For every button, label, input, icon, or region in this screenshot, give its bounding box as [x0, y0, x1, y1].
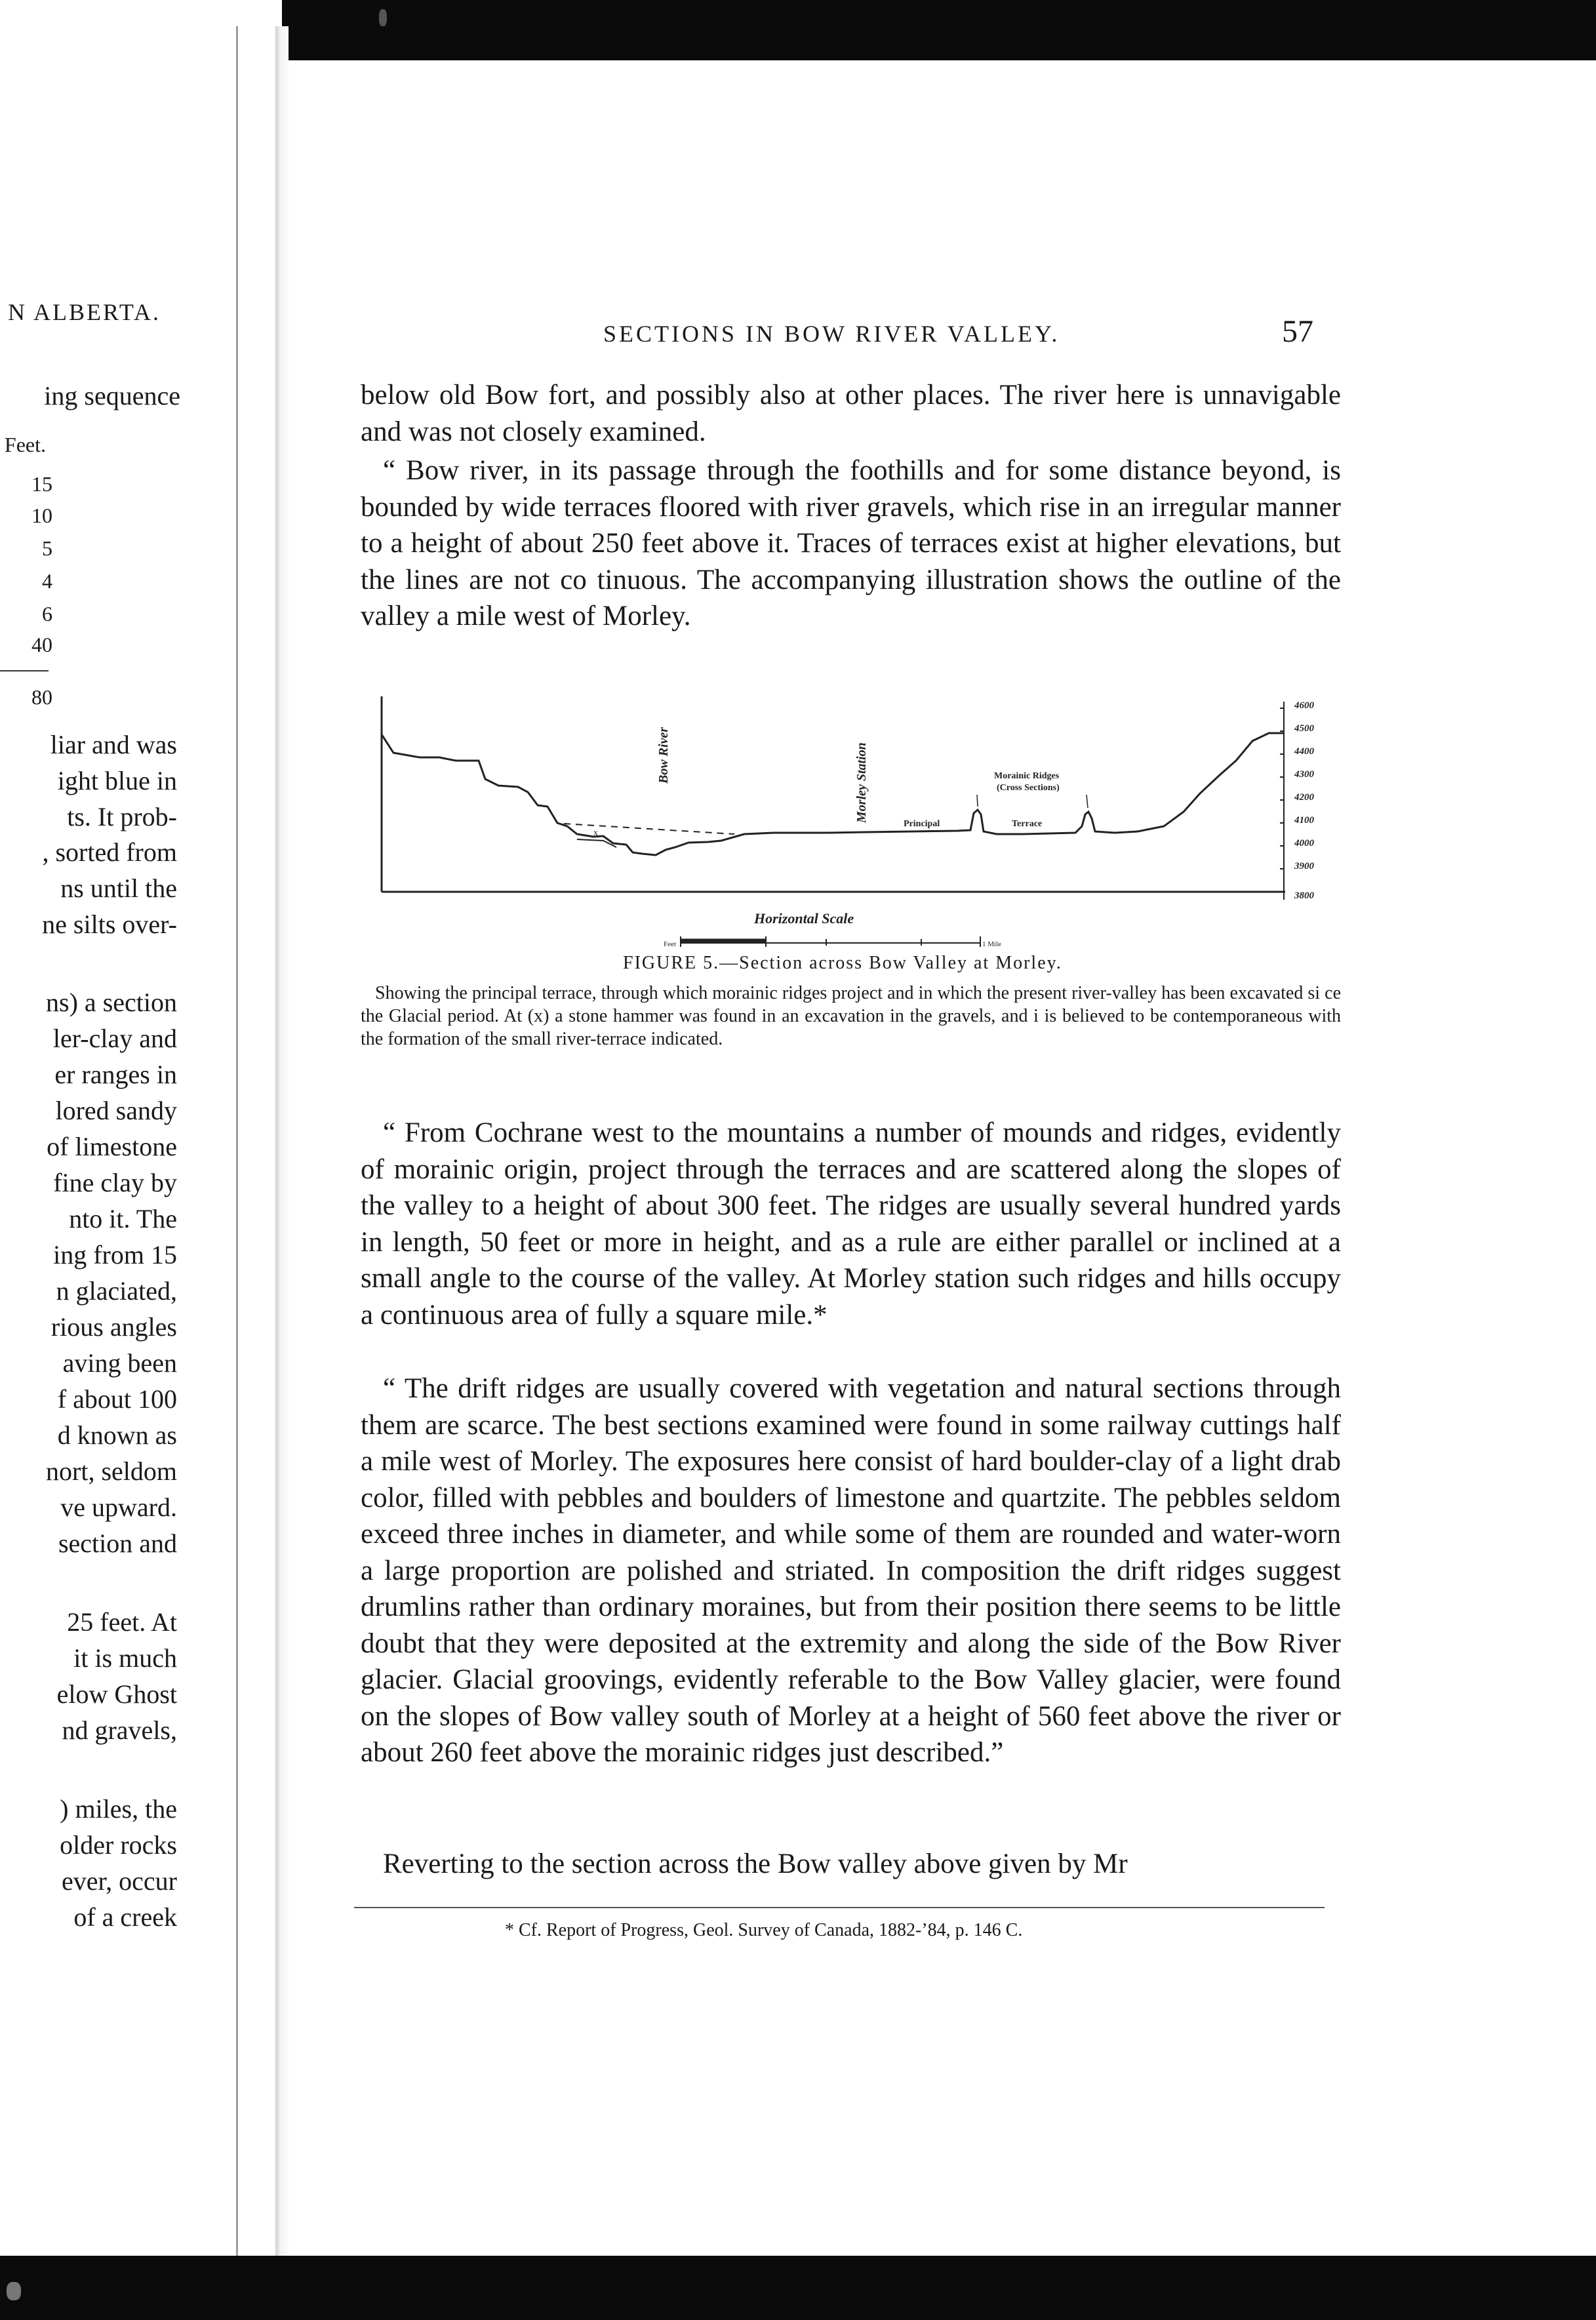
principal-label: Principal — [904, 819, 940, 829]
scale-bar — [681, 936, 980, 947]
scale-title: Horizontal Scale — [754, 910, 854, 927]
elevation-label: 4200 — [1294, 792, 1314, 803]
scale-mile-label: 1 Mile — [982, 940, 1002, 948]
cross-sections-label: (Cross Sections) — [997, 783, 1060, 793]
left-line: ns) a section — [46, 988, 177, 1017]
elevation-label: 4300 — [1294, 769, 1314, 780]
left-line: it is much — [73, 1643, 177, 1673]
valley-profile — [382, 733, 1284, 855]
left-line: d known as — [57, 1420, 177, 1450]
left-line: liar and was — [50, 730, 177, 759]
left-line: section and — [58, 1529, 177, 1558]
left-page-fragment — [0, 26, 275, 2256]
footnote: * Cf. Report of Progress, Geol. Survey of Canada, 1882-’84, p. 146 C. — [505, 1920, 1023, 1940]
elevation-label: 4400 — [1294, 746, 1314, 757]
left-line: ) miles, the — [60, 1794, 177, 1824]
feet-value: 4 — [42, 569, 52, 593]
paragraph-5: Reverting to the section across the Bow valley above given by Mr — [383, 1849, 1128, 1879]
left-line: nd gravels, — [62, 1715, 177, 1745]
left-line: , sorted from — [42, 837, 177, 867]
feet-total: 80 — [31, 685, 52, 709]
feet-value: 15 — [31, 472, 52, 496]
bow-river-label: Bow River — [656, 727, 671, 784]
left-line: nto it. The — [69, 1204, 177, 1233]
left-line: f about 100 — [57, 1384, 177, 1414]
elevation-label: 3900 — [1294, 861, 1314, 871]
left-line: ve upward. — [60, 1492, 177, 1522]
left-line: 25 feet. At — [67, 1607, 177, 1637]
terrace-label: Terrace — [1012, 819, 1043, 829]
page-number: 57 — [1282, 314, 1313, 349]
feet-value: 40 — [31, 633, 52, 656]
left-line: n glaciated, — [56, 1276, 177, 1306]
left-line: older rocks — [60, 1830, 177, 1860]
figure-caption: Showing the principal terrace, through which morainic ridges project and in which the present river-valley has been excavated si ce the Glacial period. At (x) a stone hammer was found in an excavation in the gravels, and i is believed to be contemporaneous with the formation of the small river-terrace indicated. — [361, 983, 1341, 1049]
feet-value: 5 — [42, 536, 52, 560]
left-line: ns until the — [60, 873, 177, 903]
scan-speck — [7, 2282, 21, 2300]
feet-header: Feet. — [4, 433, 46, 456]
left-line: nort, seldom — [46, 1456, 177, 1486]
left-line: ts. It prob- — [67, 802, 177, 831]
book-gutter — [275, 26, 289, 2256]
scan-speck — [379, 9, 387, 26]
elevation-label: 3800 — [1294, 890, 1314, 901]
elevation-label: 4100 — [1294, 815, 1314, 826]
scan-bottom-border — [0, 2256, 1596, 2320]
left-line: ight blue in — [57, 766, 177, 795]
figure-title: FIGURE 5.—Section across Bow Valley at Morley. — [623, 953, 1062, 973]
left-line: elow Ghost — [56, 1679, 177, 1709]
morainic-ridges-label: Morainic Ridges — [994, 771, 1060, 781]
paragraph-4: “ The drift ridges are usually covered with vegetation and natural sections through them are scarce. The best sections examined were found in some railway cuttings half a mile west of Morley. The exposures here consist of hard boulder-clay of a light drab color, filled with pebbles and boulders of limestone and quartzite. The pebbles seldom exceed three inches in diameter, and while some of them are rounded and water-worn a large proportion are polished and striated. In composition the drift ridges suggest drumlins rather than ordinary moraines, but from their position there seems to be little doubt that they were deposited at the extremity and along the side of the Bow River glacier. Glacial groovings, evidently referable to the Bow Valley glacier, were found on the slopes of Bow valley south of Morley at a height of 560 feet above the river or about 260 feet above the morainic ridges just described.” — [361, 1373, 1341, 1768]
left-line: ing from 15 — [53, 1240, 177, 1270]
left-page-header: N ALBERTA. — [8, 299, 161, 325]
left-line: er ranges in — [54, 1060, 177, 1089]
stone-hammer-mark: x — [593, 828, 598, 838]
left-page-edge — [236, 26, 238, 2256]
feet-value: 6 — [42, 602, 52, 626]
left-line: fine clay by — [53, 1168, 177, 1197]
left-line: ne silts over- — [42, 910, 177, 939]
paragraph-3: “ From Cochrane west to the mountains a number of mounds and ridges, evidently of morainic origin, project through the terraces and are scattered along the slopes of the valley to a height of about 300 feet. The ridges are usually several hundred yards in length, 50 feet or more in height, and as a rule are either parallel or inclined at a small angle to the course of the valley. At Morley station such ridges and hills occupy a continuous area of fully a square mile.* — [361, 1117, 1341, 1330]
scale-feet-label: Feet — [664, 940, 676, 948]
left-line: lored sandy — [55, 1096, 177, 1125]
valley-section-figure — [367, 695, 1325, 951]
morley-station-label: Morley Station — [854, 742, 869, 823]
left-line: ler-clay and — [52, 1024, 177, 1053]
left-line: rious angles — [50, 1312, 177, 1342]
left-line: of limestone — [47, 1132, 177, 1161]
terrace-dashed-line — [564, 824, 734, 834]
scan-top-border — [282, 0, 1596, 60]
footnote-rule — [354, 1907, 1325, 1908]
left-line: ever, occur — [61, 1866, 177, 1896]
sum-rule — [0, 670, 49, 671]
elevation-label: 4600 — [1294, 700, 1314, 711]
elevation-label: 4500 — [1294, 723, 1314, 734]
left-line: of a creek — [73, 1902, 177, 1932]
paragraph-2: “ Bow river, in its passage through the foothills and for some distance beyond, is bounded by wide terraces floored with river gravels, which rise in an irregular manner to a height of about 250 feet above it. Traces of terraces exist at higher elevations, but the lines are not co tinuous. The accompanying illustration shows the outline of the valley a mile west of Morley. — [361, 455, 1341, 631]
elevation-label: 4000 — [1294, 838, 1314, 849]
left-line: ing sequence — [44, 381, 180, 410]
running-head: SECTIONS IN BOW RIVER VALLEY. — [603, 321, 1060, 347]
paragraph-1: below old Bow fort, and possibly also at other places. The river here is unnavigable and was not closely examined. — [361, 380, 1341, 447]
feet-value: 10 — [31, 504, 52, 527]
left-line: aving been — [62, 1348, 177, 1378]
